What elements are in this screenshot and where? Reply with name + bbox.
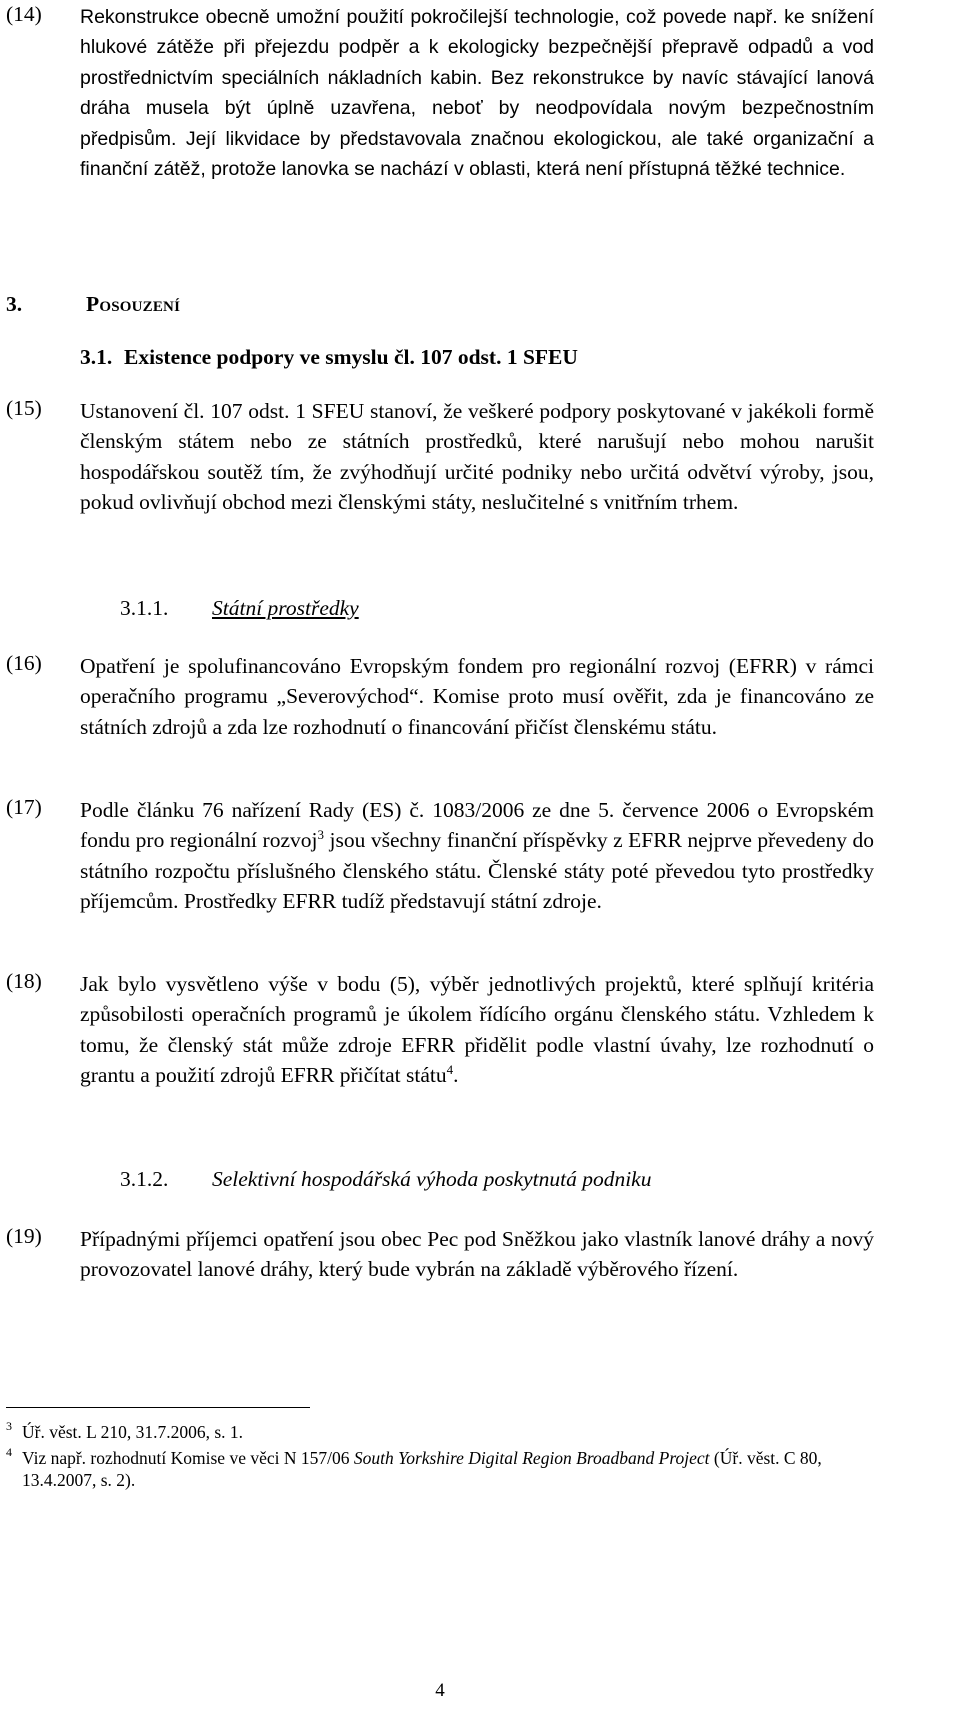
section-heading-3-1-2 bbox=[120, 1167, 651, 1192]
footnote-number: 3 bbox=[6, 1419, 12, 1433]
paragraph-16 bbox=[0, 651, 960, 742]
footnote-text-part: Viz např. rozhodnutí Komise ve věci N 157/06 bbox=[22, 1448, 354, 1468]
paragraph-number: (19) bbox=[6, 1224, 42, 1248]
footnote-reference[interactable]: 3 bbox=[317, 827, 324, 843]
paragraph-text: Rekonstrukce obecně umožní použití pokročilejší technologie, což povede např. ke snížení hlukové zátěže při přejezdu podpěr a k ekologicky bezpečnější přepravě odpadů a vod prostřednictvím speciálních nákladních kabin. Bez rekonstrukce by navíc stávající lanová dráha musela být úplně uzavřena, neboť by neodpovídala novým bezpečnostním předpisům. Její likvidace by představovala značnou ekologickou, ale také organizační a finanční zátěž, protože lanovka se nachází v oblasti, která není přístupná těžké technice. bbox=[80, 6, 874, 181]
paragraph-text-part: . bbox=[453, 1063, 459, 1088]
paragraph-19 bbox=[0, 1224, 960, 1285]
paragraph-number: (18) bbox=[6, 969, 42, 993]
footnote-number: 4 bbox=[6, 1445, 12, 1459]
paragraph-14 bbox=[0, 2, 960, 184]
section-title: Existence podpory ve smyslu čl. 107 odst. 1 SFEU bbox=[124, 345, 578, 369]
paragraph-text: Ustanovení čl. 107 odst. 1 SFEU stanoví, že veškeré podpory poskytované v jakékoli formě členským státem nebo ze státních prostředků, které narušují nebo mohou narušit hospodářskou soutěž tím, že zvýhodňují určité podniky nebo určitá odvětví výroby, jsou, pokud ovlivňují obchod mezi členskými státy, neslučitelné s vnitřním trhem. bbox=[80, 399, 874, 515]
footnote-text bbox=[22, 1447, 886, 1491]
paragraph-17 bbox=[0, 795, 960, 917]
section-heading-3-1-1 bbox=[120, 596, 359, 621]
paragraph-text-part: Podle článku 76 nařízení Rady (ES) č. 1083/2006 ze dne 5. července 2006 o Evropském fondu pro regionální rozvoj bbox=[80, 798, 874, 853]
paragraph-number: (15) bbox=[6, 396, 42, 420]
paragraph-text: Opatření je spolufinancováno Evropským fondem pro regionální rozvoj (EFRR) v rámci operačního programu „Severovýchod“. Komise proto musí ověřit, zda je financováno ze státních zdrojů a zda lze rozhodnutí o financování přičíst členskému státu. bbox=[80, 654, 874, 739]
paragraph-text: Případnými příjemci opatření jsou obec Pec pod Sněžkou jako vlastník lanové dráhy a nový provozovatel lanové dráhy, který bude vybrán na základě výběrového řízení. bbox=[80, 1227, 874, 1282]
footnote-reference[interactable]: 4 bbox=[446, 1062, 454, 1078]
section-title: Posouzení bbox=[86, 292, 181, 316]
paragraph-text bbox=[80, 795, 874, 917]
paragraph-15 bbox=[0, 396, 960, 518]
paragraph-number: (16) bbox=[6, 651, 42, 675]
footnote-4 bbox=[6, 1447, 886, 1491]
section-number: 3.1.1. bbox=[120, 596, 169, 620]
paragraph-text bbox=[80, 969, 874, 1091]
paragraph-text-part: jsou všechny finanční příspěvky z EFRR nejprve převedeny do státního rozpočtu příslušného členského státu. Členské státy poté převedou tyto prostředky příjemcům. Prostředky EFRR tudíž představují státní zdroje. bbox=[80, 828, 874, 914]
footnote-text-part: (Úř. věst. C 80, 13.4.2007, s. 2). bbox=[22, 1448, 822, 1490]
footnote-separator bbox=[6, 1407, 310, 1408]
footnote-3 bbox=[6, 1421, 886, 1443]
paragraph-number: (17) bbox=[6, 795, 42, 819]
section-heading-3-1 bbox=[80, 345, 578, 370]
paragraph-number: (14) bbox=[6, 2, 42, 26]
paragraph-text-part: Jak bylo vysvětleno výše v bodu (5), výběr jednotlivých projektů, které splňují kritéria způsobilosti operačních programů je úkolem řídícího orgánu členského státu. Vzhledem k tomu, že členský stát může zdroje EFRR přidělit podle vlastní úvahy, lze rozhodnutí o grantu a použití zdrojů EFRR přičítat státu bbox=[80, 972, 874, 1088]
section-title: Selektivní hospodářská výhoda poskytnutá podniku bbox=[212, 1167, 652, 1191]
section-title: Státní prostředky bbox=[212, 596, 359, 620]
footnote-case-name: South Yorkshire Digital Region Broadband Project bbox=[353, 1448, 710, 1468]
footnote-text: Úř. věst. L 210, 31.7.2006, s. 1. bbox=[22, 1422, 244, 1442]
section-heading-3 bbox=[6, 292, 180, 317]
page-number: 4 bbox=[435, 1680, 445, 1701]
section-number: 3.1. bbox=[80, 345, 113, 369]
section-number: 3.1.2. bbox=[120, 1167, 169, 1191]
paragraph-18 bbox=[0, 969, 960, 1091]
section-number: 3. bbox=[6, 292, 23, 316]
